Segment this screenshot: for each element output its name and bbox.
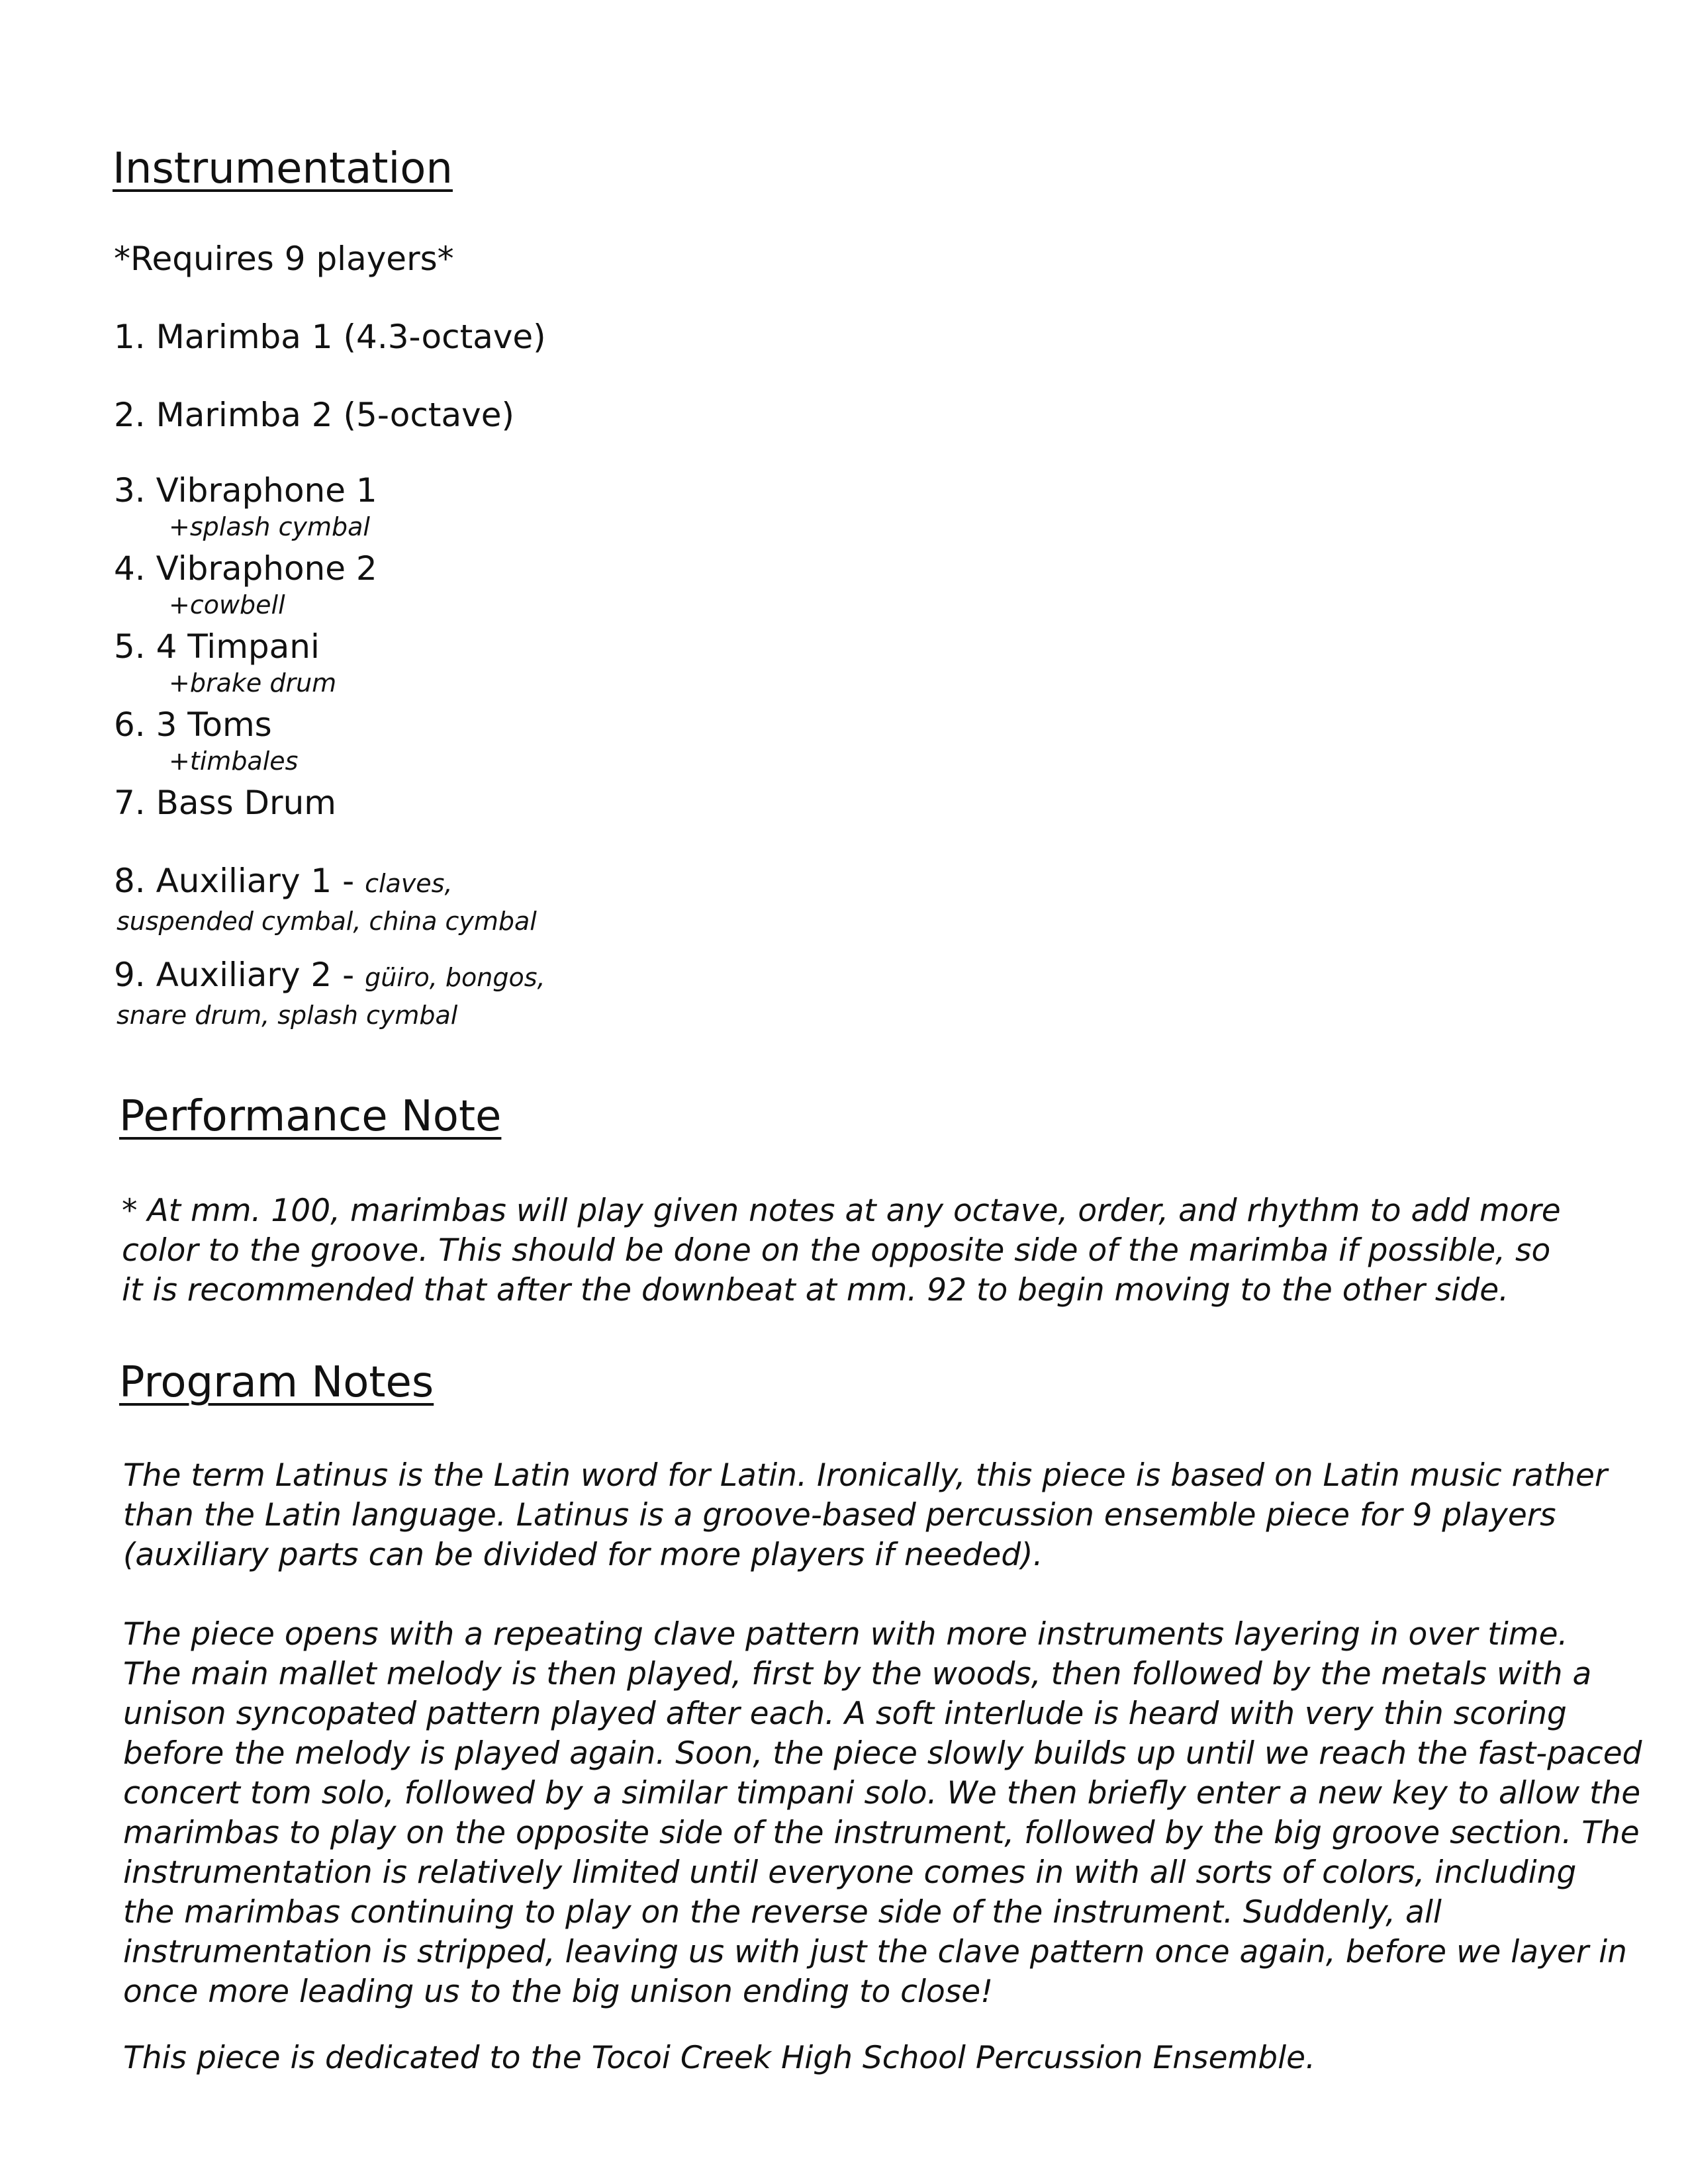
text-line: concert tom solo, followed by a similar timpani solo. We then briefly enter a new key to allow the xyxy=(123,1775,1641,1811)
performance-note-text xyxy=(122,1191,1561,1310)
text-line: The term Latinus is the Latin word for Latin. Ironically, this piece is based on Latin music rather xyxy=(123,1457,1608,1494)
instrument-sub: suspended cymbal, china cymbal xyxy=(117,907,537,936)
instrument-item: 2. Marimba 2 (5-octave) xyxy=(114,396,514,434)
instrument-item: 6. 3 Toms xyxy=(114,705,272,744)
text-line: before the melody is played again. Soon, the piece slowly builds up until we reach the fast-paced xyxy=(123,1735,1642,1772)
instrument-sub: +brake drum xyxy=(169,668,337,698)
instrumentation-heading: Instrumentation xyxy=(113,144,453,193)
program-notes-paragraph-1 xyxy=(123,1456,1607,1575)
text-line: The piece opens with a repeating clave pattern with more instruments layering in over time. xyxy=(123,1616,1568,1653)
instrument-item-aux1 xyxy=(114,862,453,900)
program-notes-heading: Program Notes xyxy=(119,1358,434,1407)
text-line: color to the groove. This should be done on the opposite side of the marimba if possible, so xyxy=(122,1232,1551,1269)
text-line: (auxiliary parts can be divided for more players if needed). xyxy=(123,1537,1043,1573)
instrument-label: 8. Auxiliary 1 - xyxy=(114,862,365,900)
instrument-item: 1. Marimba 1 (4.3-octave) xyxy=(114,318,546,356)
instrument-item: 7. Bass Drum xyxy=(114,784,336,822)
text-line: unison syncopated pattern played after each. A soft interlude is heard with very thin scoring xyxy=(123,1696,1567,1732)
instrument-sub: +timbales xyxy=(169,747,299,776)
text-line: This piece is dedicated to the Tocoi Creek High School Percussion Ensemble. xyxy=(123,2040,1316,2076)
text-line: marimbas to play on the opposite side of the instrument, followed by the big groove section. The xyxy=(123,1815,1640,1851)
text-line: than the Latin language. Latinus is a groove-based percussion ensemble piece for 9 players xyxy=(123,1497,1556,1533)
text-line: it is recommended that after the downbeat at mm. 92 to begin moving to the other side. xyxy=(122,1272,1509,1308)
instrument-sub: +cowbell xyxy=(169,590,285,619)
instrument-inline: claves, xyxy=(365,869,453,898)
instrument-item: 4. Vibraphone 2 xyxy=(114,549,377,588)
text-line: The main mallet melody is then played, first by the woods, then followed by the metals with a xyxy=(123,1656,1592,1692)
instrument-sub: snare drum, splash cymbal xyxy=(117,1001,458,1030)
performance-note-heading: Performance Note xyxy=(119,1092,502,1141)
text-line: the marimbas continuing to play on the reverse side of the instrument. Suddenly, all xyxy=(123,1894,1442,1931)
instrument-sub: +splash cymbal xyxy=(169,512,370,541)
instrument-item-aux2 xyxy=(114,956,545,994)
instrument-item: 3. Vibraphone 1 xyxy=(114,471,377,510)
program-notes-paragraph-2 xyxy=(123,1615,1642,2012)
instrument-item: 5. 4 Timpani xyxy=(114,627,320,666)
text-line: instrumentation is stripped, leaving us with just the clave pattern once again, before we layer in xyxy=(123,1934,1627,1970)
text-line: * At mm. 100, marimbas will play given notes at any octave, order, and rhythm to add more xyxy=(122,1193,1561,1229)
program-notes-dedication xyxy=(123,2038,1315,2078)
instrument-label: 9. Auxiliary 2 - xyxy=(114,956,365,994)
text-line: once more leading us to the big unison ending to close! xyxy=(123,1974,994,2010)
text-line: instrumentation is relatively limited until everyone comes in with all sorts of colors, including xyxy=(123,1854,1577,1891)
requirement-note: *Requires 9 players* xyxy=(114,240,454,278)
instrument-inline: güiro, bongos, xyxy=(365,963,545,992)
